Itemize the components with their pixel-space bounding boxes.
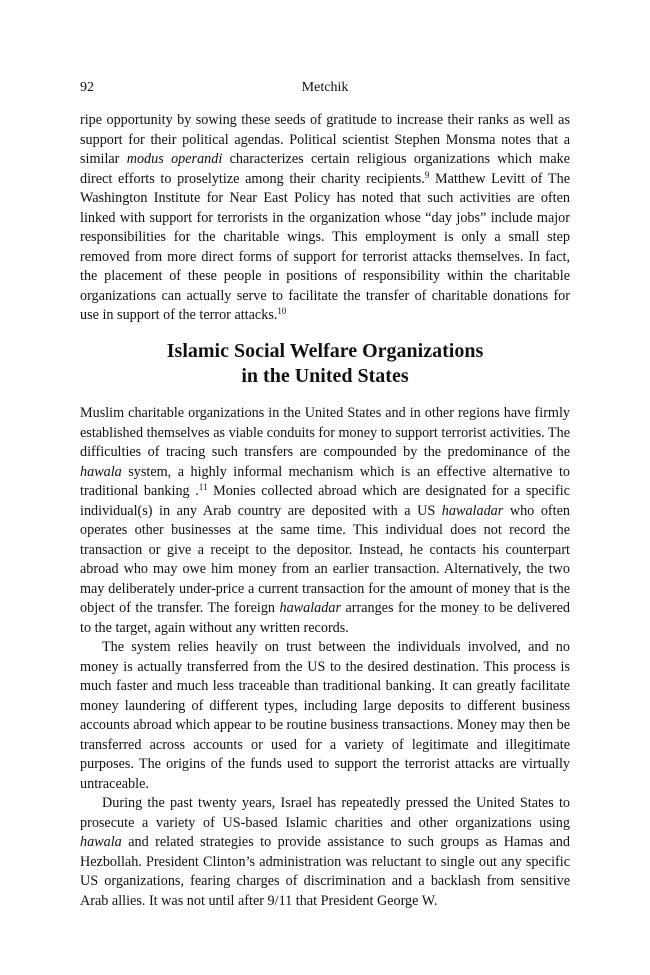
italic-term: hawaladar — [441, 502, 504, 519]
paragraph — [80, 794, 570, 911]
text-run: ripe opportunity by sowing these seeds of gratitude to increase their ranks as well as support for their political agendas. Political scientist Stephen Monsma notes that a similar — [80, 112, 570, 167]
text-run: The system relies heavily on trust between the individuals involved, and no money is actually transferred from the US to the desired destination. This process is much faster and much less traceable than traditional banking. It can greatly facilitate money laundering of different types, including large deposits to different business accounts abroad which appear to be routine business transactions. Money may then be transferred across accounts or used for a variety of legitimate and illegitimate purposes. The origins of the funds used to support the terrorist attacks are virtually untraceable. — [80, 639, 570, 792]
text-run: Muslim charitable organizations in the United States and in other regions have firmly established themselves as viable conduits for money to support terrorist activities. The difficulties of tracing such transfers are compounded by the predominance of the — [80, 405, 570, 460]
page-header — [80, 80, 570, 100]
body-text-main — [80, 404, 570, 911]
italic-term: modus operandi — [126, 151, 223, 167]
footnote-marker: 10 — [277, 306, 287, 316]
footnote-marker: 9 — [424, 169, 430, 180]
text-run: During the past twenty years, Israel has repeatedly pressed the United States to prosecute a variety of US-based Islamic charities and other organizations using — [80, 795, 570, 831]
text-run: and related strategies to provide assistance to such groups as Hamas and Hezbollah. President Clinton’s administration was reluctant to single out any specific US organizations, fearing charges of discrimination and a backlash from sensitive Arab allies. It was not until after 9/11 that President George W. — [80, 834, 570, 909]
section-heading — [80, 339, 570, 389]
text-run: Monies collected abroad which are designated for a specific individual(s) in any Arab country are deposited with a US — [80, 483, 570, 519]
heading-line: in the United States — [241, 365, 409, 387]
text-run: system, a highly informal mechanism which is an effective alternative to traditional banking . — [80, 463, 570, 499]
text-run: Matthew Levitt of The Washington Institute for Near East Policy has noted that such activities are often linked with support for terrorists in the organization whose “day jobs” include major responsibilities for the charitable wings. This employment is only a small step removed from more direct forms of support for terrorist attacks themselves. In fact, the placement of these people in positions of responsibility within the charitable organizations can actually serve to facilitate the transfer of charitable donations for use in support of the terror attacks. — [80, 170, 570, 323]
text-run: arranges for the money to be delivered to the target, again without any written records. — [80, 600, 570, 636]
page-number: 92 — [80, 80, 94, 95]
italic-term: hawala — [80, 834, 122, 850]
heading-line: Islamic Social Welfare Organizations — [166, 340, 484, 362]
paragraph — [80, 111, 570, 326]
body-text-top — [80, 111, 570, 326]
italic-term: hawaladar — [279, 600, 341, 616]
italic-term: hawala — [80, 463, 122, 480]
footnote-marker: 11 — [198, 482, 208, 492]
text-run: who often operates other businesses at the same time. This individual does not record the transaction or give a receipt to the depositor. Instead, he contacts his counterpart abroad who may owe him money from an earlier transaction. Alternatively, the two may deliberately under-price a current transaction for the amount of money that is the object of the transfer. The foreign — [80, 502, 570, 616]
text-run: characterizes certain religious organizations which make direct efforts to proselytize among their charity recipients. — [80, 151, 571, 187]
paragraph — [80, 404, 570, 638]
running-head: Metchik — [301, 80, 349, 95]
paragraph — [80, 638, 570, 794]
